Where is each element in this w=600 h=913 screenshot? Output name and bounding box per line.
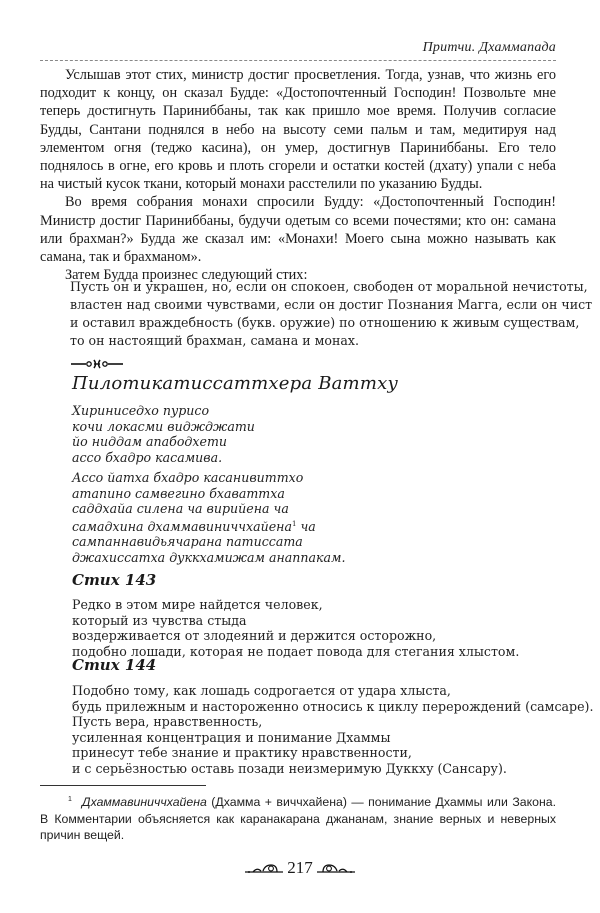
paragraph: Услышав этот стих, министр достиг просветления. Тогда, узнав, что жизнь его подходит к концу, он сказал Будде: «Достопочтенный Господин! Позвольте мне теперь достигнуть Париниббаны, так как пришло мое время. Получив согласие Будды, Сантани поднялся в небо на высоту семи пальм и там, медитируя над элементом огня (теджо касина), он умер, достигнув Париниббаны. Его тело поднялось в огне, его кровь и плоть сгорели и остатки костей (дхату) упали с неба на чистый кусок ткани, который монахи расстелили по указанию Будды.: [40, 67, 556, 193]
footnote-reference[interactable]: 1: [292, 519, 297, 528]
pali-stanza-2: [72, 470, 345, 565]
stanza-text: [72, 597, 519, 659]
pali-line: [72, 517, 345, 535]
pali-line: атапино самвегино бхаваттха: [72, 485, 285, 501]
footnote: [40, 792, 556, 844]
stanza-line: подобно лошади, которая не подает повода для стегания хлыстом.: [72, 643, 520, 659]
stanza-line: Редко в этом мире найдется человек,: [72, 597, 323, 612]
stanza-line: Подобно тому, как лошадь содрогается от удара хлыста,: [72, 683, 451, 698]
folio-ornament-right-icon: [317, 860, 355, 874]
stanza-line: Пусть вера, нравственность,: [72, 714, 263, 730]
stanza-line: усиленная концентрация и понимание Дхаммы: [72, 729, 391, 745]
page-folio: [0, 858, 600, 878]
folio-ornament-left-icon: [245, 860, 283, 874]
stanza-text: [72, 683, 593, 777]
pali-stanza-1: [72, 403, 255, 465]
pali-line: саддхайа силена ча вирийена ча: [72, 501, 289, 516]
pali-line: ассо бхадро касамива.: [72, 449, 223, 465]
pali-line: Ассо йатха бхадро касанивиттхо: [72, 470, 304, 485]
pali-line: Хириниседхо пурисо: [72, 403, 210, 418]
footnote-term: Дхаммавиниччхайена: [81, 795, 207, 809]
verse-line: и оставил враждебность (букв. оружие) по отношению к живым существам,: [70, 315, 580, 330]
quoted-verse: [70, 278, 593, 350]
pali-text: ча: [296, 518, 316, 534]
pali-line: джахиссатха дуккхамижам анаппакам.: [72, 549, 346, 565]
pali-line: йо ниддам апабодхети: [72, 434, 228, 449]
stanza-line: принесут тебе знание и практику нравственности,: [72, 745, 412, 761]
footnote-rule: [40, 785, 206, 786]
stanza-title: Стих 143: [72, 571, 157, 589]
running-head: Притчи. Дхаммапада: [422, 40, 556, 55]
section-ornament-icon: [71, 359, 123, 369]
footnote-text: (Дхамма + виччхайена) — понимание Дхаммы или Закона. В Комментарии объясняется как каранакарана джананам, знание верных и неверных причин вещей.: [40, 795, 556, 842]
pali-text: самадхина дхаммавиниччхайена: [72, 518, 292, 534]
pali-line: кочи локасми виджджати: [72, 418, 255, 434]
verse-line: то он настоящий брахман, самана и монах.: [70, 333, 359, 348]
paragraph: Затем Будда произнес следующий стих:: [65, 267, 308, 284]
stanza-line: воздерживается от злодеяний и держится осторожно,: [72, 628, 437, 644]
prose-body: [40, 66, 556, 284]
header-rule: [40, 60, 556, 61]
paragraph: Во время собрания монахи спросили Будду: «Достопочтенный Господин! Министр достиг Париниббаны, будучи одетым со всеми почестями; кто он: самана или брахман?» Будда же сказал им: «Монахи! Моего сына можно называть как самана, так и брахманом».: [40, 194, 556, 266]
stanza-line: который из чувства стыда: [72, 612, 247, 628]
pali-line: сампаннавидьячарана патиссата: [72, 534, 303, 549]
page-number: 217: [287, 858, 313, 877]
verse-line: Пусть он и украшен, но, если он спокоен, свободен от моральной нечистоты,: [70, 279, 588, 294]
verse-line: властен над своими чувствами, если он достиг Познания Магга, если он чист: [70, 297, 593, 312]
footnote-mark: 1: [68, 796, 72, 803]
stanza-title: Стих 144: [72, 656, 157, 674]
stanza-line: и с серьёзностью оставь позади неизмеримую Дуккху (Сансару).: [72, 760, 507, 776]
stanza-line: будь прилежным и настороженно относись к циклу перерождений (самсаре).: [72, 698, 594, 714]
section-title: Пилотикатиссаттхера Ваттху: [72, 373, 399, 394]
